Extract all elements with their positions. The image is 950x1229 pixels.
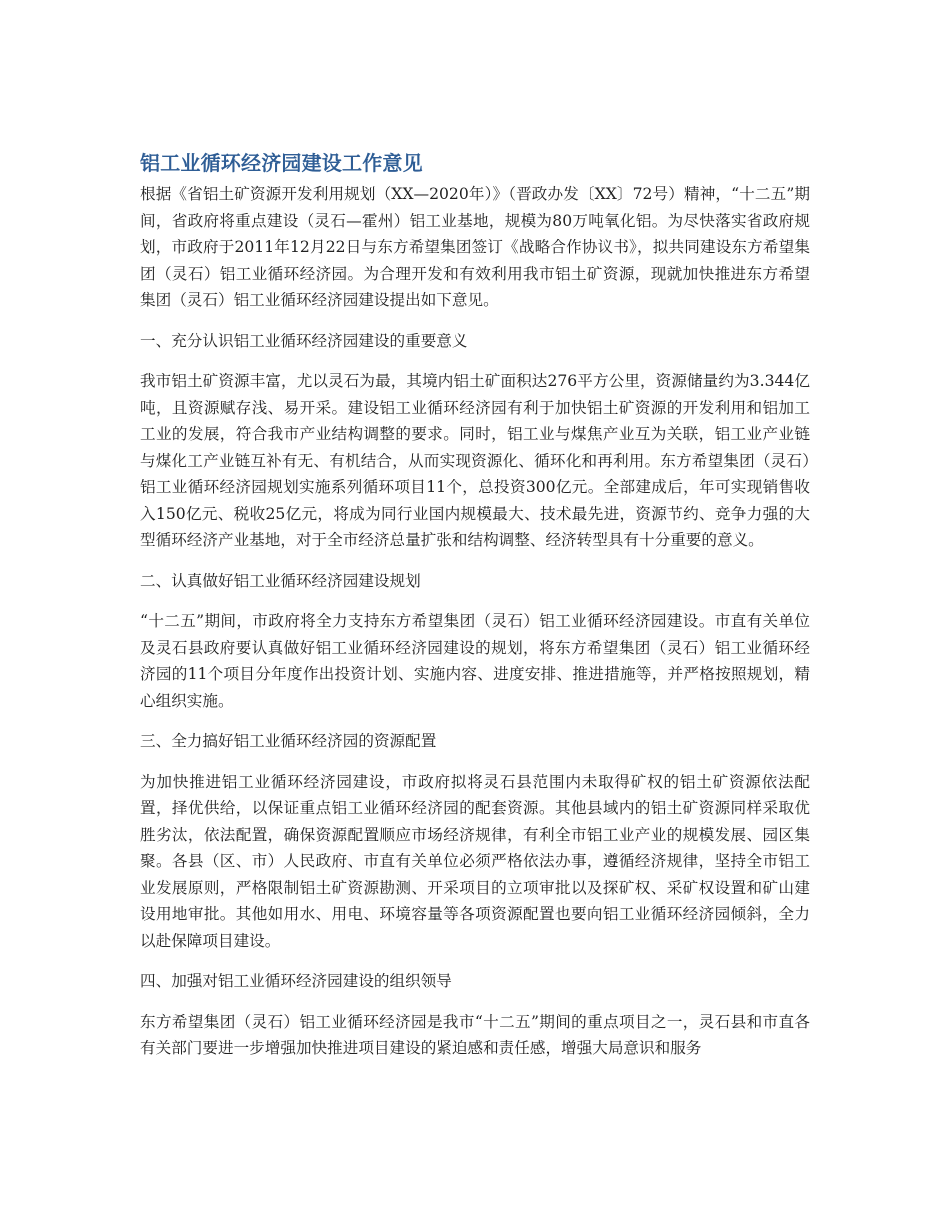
section-heading-1: 一、充分认识铝工业循环经济园建设的重要意义 — [140, 331, 468, 350]
section-body-4: 东方希望集团（灵石）铝工业循环经济园是我市“十二五”期间的重点项目之一，灵石县和市直各有关部门要进一步增强加快推进项目建设的紧迫感和责任感，增强大局意识和服务 — [140, 1012, 810, 1057]
section-body-2: “十二五”期间，市政府将全力支持东方希望集团（灵石）铝工业循环经济园建设。市直有关单位及灵石县政府要认真做好铝工业循环经济园建设的规划，将东方希望集团（灵石）铝工业循环经济园的11个项目分年度作出投资计划、实施内容、进度安排、推进措施等，并严格按照规划，精心组织实施。 — [140, 612, 810, 710]
section-heading-3: 三、全力搞好铝工业循环经济园的资源配置 — [140, 732, 437, 750]
section-heading-4: 四、加强对铝工业循环经济园建设的组织领导 — [140, 972, 452, 990]
section-heading-2: 二、认真做好铝工业循环经济园建设规划 — [140, 571, 421, 590]
document-title: 铝工业循环经济园建设工作意见 — [140, 151, 423, 175]
document-page — [140, 148, 810, 1076]
intro-paragraph: 根据《省铝土矿资源开发利用规划（XX—2020年）》（晋政办发〔XX〕72号）精神，“十二五”期间，省政府将重点建设（灵石—霍州）铝工业基地，规模为80万吨氧化铝。为尽快落实省政府规划，市政府于2011年12月22日与东方希望集团签订《战略合作协议书》，拟共同建设东方希望集团（灵石）铝工业循环经济园。为合理开发和有效利用我市铝土矿资源，现就加快推进东方希望集团（灵石）铝工业循环经济园建设提出如下意见。 — [140, 185, 810, 309]
section-body-1: 我市铝土矿资源丰富，尤以灵石为最，其境内铝土矿面积达276平方公里，资源储量约为3.344亿吨，且资源赋存浅、易开采。建设铝工业循环经济园有利于加快铝土矿资源的开发利用和铝加工工业的发展，符合我市产业结构调整的要求。同时，铝工业与煤焦产业互为关联，铝工业产业链与煤化工产业链互补有无、有机结合，从而实现资源化、循环化和再利用。东方希望集团（灵石）铝工业循环经济园规划实施系列循环项目11个，总投资300亿元。全部建成后，年可实现销售收入150亿元、税收25亿元，将成为同行业国内规模最大、技术最先进，资源节约、竞争力强的大型循环经济产业基地，对于全市经济总量扩张和结构调整、经济转型具有十分重要的意义。 — [140, 372, 810, 549]
section-body-3: 为加快推进铝工业循环经济园建设，市政府拟将灵石县范围内未取得矿权的铝土矿资源依法配置，择优供给，以保证重点铝工业循环经济园的配套资源。其他县域内的铝土矿资源同样采取优胜劣汰，依法配置，确保资源配置顺应市场经济规律，有利全市铝工业产业的规模发展、园区集聚。各县（区、市）人民政府、市直有关单位必须严格依法办事，遵循经济规律，坚持全市铝工业发展原则，严格限制铝土矿资源勘测、开采项目的立项审批以及探矿权、采矿权设置和矿山建设用地审批。其他如用水、用电、环境容量等各项资源配置也要向铝工业循环经济园倾斜，全力以赴保障项目建设。 — [140, 772, 810, 950]
